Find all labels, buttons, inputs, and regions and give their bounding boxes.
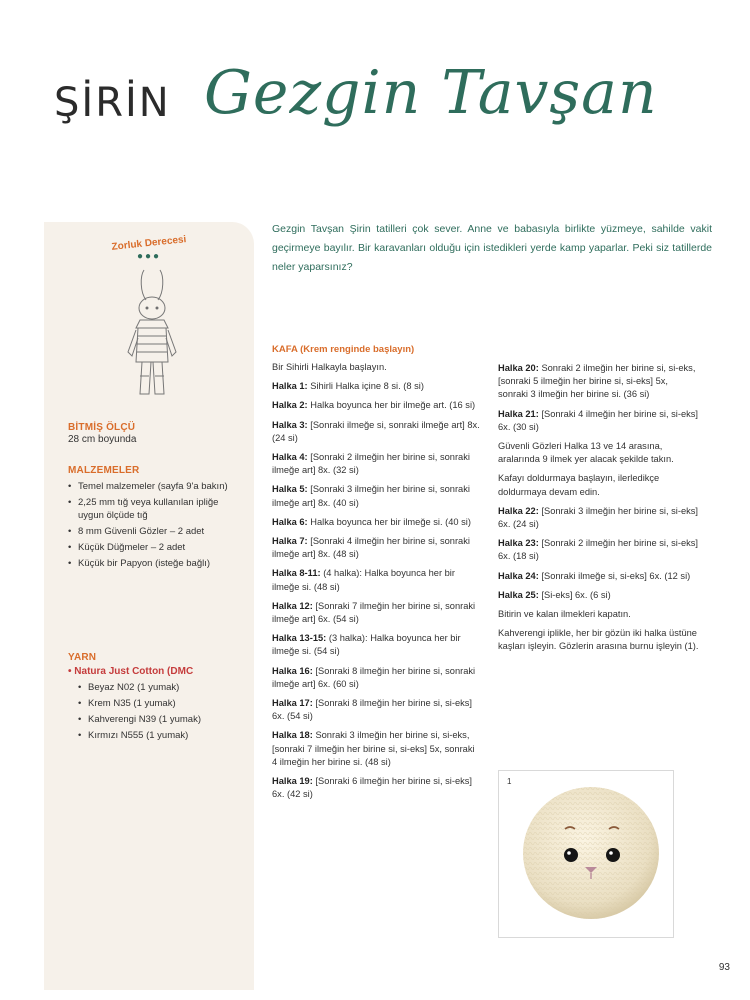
pattern-row: Halka 3: [Sonraki ilmeğe si, sonraki ilmeğe art] 8x. (24 si) (272, 419, 480, 443)
pattern-row: Halka 16: [Sonraki 8 ilmeğin her birine si, sonraki ilmeğe art] 6x. (60 si) (272, 665, 476, 689)
crochet-bunny-head-image (499, 771, 675, 939)
finished-size-heading: BİTMİŞ ÖLÇÜ (68, 422, 136, 433)
list-item: • Küçük Düğmeler – 2 adet (68, 541, 243, 554)
title-script-words: Gezgin Tavşan (204, 58, 658, 128)
pattern-row: Halka 8-11: (4 halka): Halka boyunca her bir ilmeğe si. (48 si) (272, 568, 455, 592)
pattern-row: Bitirin ve kalan ilmekleri kapatın. (498, 609, 631, 620)
photo-number: 1 (507, 777, 512, 786)
pattern-row: Halka 20: Sonraki 2 ilmeğin her birine si, si-eks, [sonraki 5 ilmeğin her birine si, si-eks] 5x, sonraki 3 ilmeğin her birine si. (36 si) (498, 363, 696, 400)
pattern-row: Halka 4: [Sonraki 2 ilmeğin her birine si, sonraki ilmeğe art] 8x. (32 si) (272, 452, 470, 476)
list-item: • Kırmızı N555 (1 yumak) (78, 729, 243, 742)
pattern-row: Halka 6: Halka boyunca her bir ilmeğe si. (40 si) (272, 516, 471, 527)
intro-paragraph: Gezgin Tavşan Şirin tatilleri çok sever. Anne ve babasıyla birlikte yüzmeye, sahilde vakit geçirmeye bayılır. Bir karavanları olduğu için istedikleri yerde kamp yaparlar. Peki siz tatillerde neler yaparsınız? (272, 223, 712, 273)
difficulty-rating (44, 234, 254, 262)
sidebar-panel (44, 222, 254, 990)
yarn-heading: YARN (68, 652, 97, 663)
materials-list (68, 480, 243, 570)
pattern-left-column (272, 344, 482, 807)
pattern-row: Halka 12: [Sonraki 7 ilmeğin her birine si, sonraki ilmeğe art] 6x. (54 si) (272, 600, 476, 625)
pattern-row: Halka 17: [Sonraki 8 ilmeğin her birine si, si-eks] 6x. (54 si) (272, 698, 472, 722)
page-title (54, 58, 674, 178)
pattern-row: Halka 13-15: (3 halka): Halka boyunca her bir ilmeğe si. (54 si) (272, 633, 461, 657)
list-item: • Küçük bir Papyon (isteğe bağlı) (68, 557, 243, 570)
pattern-row: Kafayı doldurmaya başlayın, ilerledikçe doldurmaya devam edin. (498, 473, 660, 497)
finished-size-block (68, 422, 243, 447)
pattern-row: Halka 19: [Sonraki 6 ilmeğin her birine si, si-eks] 6x. (42 si) (272, 776, 472, 800)
list-item: • Beyaz N02 (1 yumak) (78, 681, 243, 694)
materials-heading: MALZEMELER (68, 465, 140, 476)
list-item: • Krem N35 (1 yumak) (78, 697, 243, 710)
pattern-row: Kahverengi iplikle, her bir gözün iki halka üstüne kaşları işleyin. Gözlerin arasına burnu işleyin (1). (498, 628, 699, 652)
title-plain-word: ŞİRİN (54, 80, 171, 126)
pattern-row: Halka 1: Sihirli Halka içine 8 si. (8 si) (272, 381, 424, 392)
list-item: • Temel malzemeler (sayfa 9'a bakın) (68, 480, 243, 493)
list-item: • 8 mm Güvenli Gözler – 2 adet (68, 525, 243, 538)
pattern-row: Halka 23: [Sonraki 2 ilmeğin her birine si, si-eks] 6x. (18 si) (498, 538, 698, 562)
yarn-brand: • Natura Just Cotton (DMC (68, 666, 243, 677)
finished-size-value: 28 cm boyunda (68, 434, 137, 445)
pattern-row: Bir Sihirli Halkayla başlayın. (272, 362, 387, 372)
pattern-row: Halka 25: [Si-eks] 6x. (6 si) (498, 589, 611, 600)
materials-block (68, 465, 243, 573)
list-item: • Kahverengi N39 (1 yumak) (78, 713, 243, 726)
bunny-sketch-illustration (122, 266, 184, 406)
crochet-head-photo (498, 770, 674, 938)
yarn-block (68, 652, 243, 745)
pattern-row: Halka 7: [Sonraki 4 ilmeğin her birine si, sonraki ilmeğe art] 8x. (48 si) (272, 536, 470, 560)
pattern-row: Halka 22: [Sonraki 3 ilmeğin her birine si, si-eks] 6x. (24 si) (498, 505, 698, 530)
pattern-row: Halka 2: Halka boyunca her bir ilmeğe art. (16 si) (272, 400, 476, 411)
pattern-right-column (498, 362, 700, 660)
pattern-row: Halka 5: [Sonraki 3 ilmeğin her birine si, sonraki ilmeğe art] 8x. (40 si) (272, 484, 470, 508)
yarn-list (68, 681, 243, 742)
difficulty-dots: ●●● (136, 251, 162, 262)
pattern-row: Halka 24: [Sonraki ilmeğe si, si-eks] 6x. (12 si) (498, 570, 691, 581)
list-item: • 2,25 mm tığ veya kullanılan ipliğe uygun ölçüde tığ (68, 496, 243, 522)
page-number: 93 (718, 962, 730, 973)
pattern-row: Halka 21: [Sonraki 4 ilmeğin her birine si, si-eks] 6x. (30 si) (498, 408, 698, 432)
pattern-row: Halka 18: Sonraki 3 ilmeğin her birine si, si-eks, [sonraki 7 ilmeğin her birine si, si-eks] 5x, sonraki 4 ilmeğin her birine si. (48 si) (272, 730, 475, 767)
difficulty-label: Zorluk Derecesi (111, 234, 187, 253)
pattern-row: Güvenli Gözleri Halka 13 ve 14 arasına, aralarında 9 ilmek yer alacak şekilde takın. (498, 441, 674, 465)
section-title: KAFA (Krem renginde başlayın) (272, 344, 415, 355)
